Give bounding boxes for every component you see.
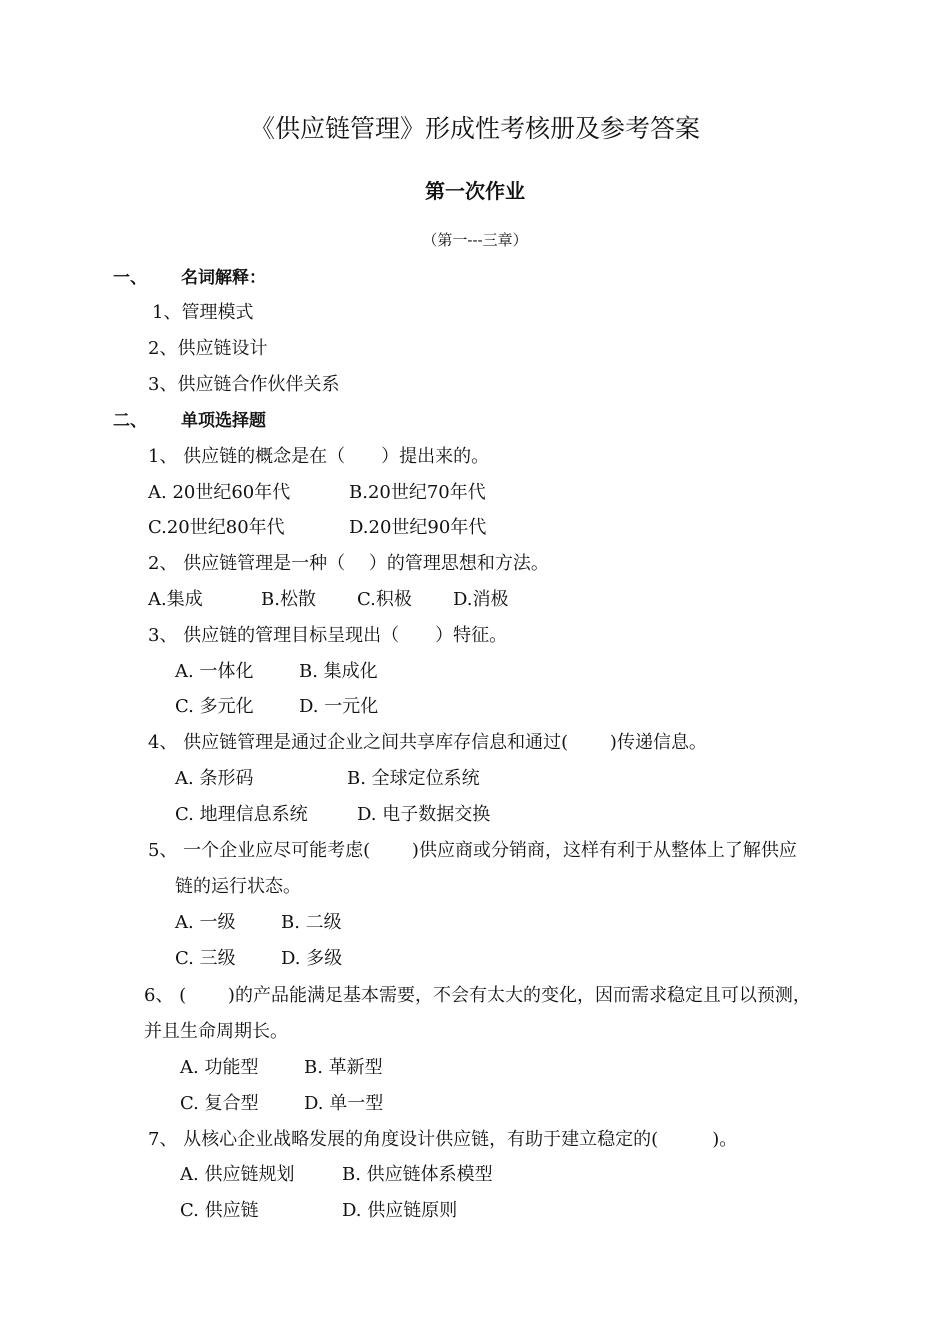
option-c: C. 三级 (175, 948, 236, 969)
option-c: C. 地理信息系统 (175, 804, 308, 825)
question-text: 7、 从核心企业战略发展的角度设计供应链，有助于建立稳定的( )。 (148, 1129, 738, 1150)
question-text: 1、 供应链的概念是在（ ）提出来的。 (148, 446, 490, 467)
question-text: 4、 供应链管理是通过企业之间共享库存信息和通过( )传递信息。 (148, 732, 707, 753)
option-d: D. 一元化 (299, 696, 379, 717)
option-a: A. 条形码 (175, 768, 254, 789)
question-text: 2、 供应链管理是一种（ ）的管理思想和方法。 (148, 553, 549, 574)
option-d: D. 单一型 (304, 1093, 384, 1114)
option-a: A. 供应链规划 (180, 1164, 295, 1185)
option-d: D. 供应链原则 (342, 1200, 458, 1221)
option-a: A. 20世纪60年代 (148, 482, 291, 503)
option-d: D. 多级 (281, 948, 343, 969)
question-text: 3、 供应链的管理目标呈现出（ ）特征。 (148, 625, 508, 646)
section1-heading: 名词解释： (181, 268, 266, 288)
option-a: A. 一级 (175, 912, 236, 933)
option-a: A. 功能型 (180, 1057, 259, 1078)
option-b: B.20世纪70年代 (349, 482, 486, 503)
option-d: D.20世纪90年代 (349, 517, 487, 538)
question-text: 6、 ( )的产品能满足基本需要，不会有太大的变化，因而需求稳定且可以预测， (144, 985, 811, 1006)
question-text-continued: 链的运行状态。 (175, 876, 301, 897)
option-b: B. 全球定位系统 (347, 768, 480, 789)
option-a: A. 一体化 (175, 661, 254, 682)
option-c: C. 供应链 (180, 1200, 259, 1221)
option-c: C. 多元化 (175, 696, 254, 717)
option-c: C. 复合型 (180, 1093, 259, 1114)
option-d: D. 电子数据交换 (357, 804, 491, 825)
document-title: 《供应链管理》形成性考核册及参考答案 (249, 114, 700, 143)
option-c: C.积极 (357, 589, 412, 610)
section2-heading: 单项选择题 (181, 411, 266, 431)
option-d: D.消极 (453, 589, 509, 610)
option-b: B.松散 (261, 589, 316, 610)
term-item: 3、供应链合作伙伴关系 (148, 374, 340, 395)
option-b: B. 革新型 (304, 1057, 383, 1078)
question-text: 5、 一个企业应尽可能考虑( )供应商或分销商，这样有利于从整体上了解供应 (148, 840, 797, 861)
question-text-continued: 并且生命周期长。 (144, 1021, 288, 1042)
section1-number: 一、 (113, 268, 147, 288)
option-c: C.20世纪80年代 (148, 517, 285, 538)
option-a: A.集成 (148, 589, 203, 610)
option-b: B. 供应链体系模型 (342, 1164, 493, 1185)
assignment-subtitle: 第一次作业 (425, 179, 525, 203)
term-item: 2、供应链设计 (148, 338, 268, 359)
option-b: B. 集成化 (299, 661, 378, 682)
option-b: B. 二级 (281, 912, 342, 933)
chapter-range: （第一---三章） (422, 231, 528, 249)
section2-number: 二、 (113, 411, 147, 431)
term-item: 1、管理模式 (152, 302, 254, 323)
